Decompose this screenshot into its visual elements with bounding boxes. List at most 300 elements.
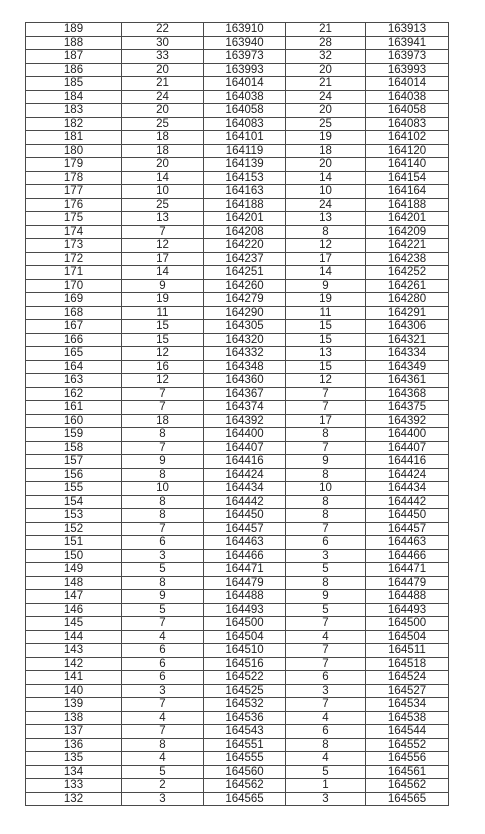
count-a-cell: 4 (122, 630, 204, 644)
count-a-cell: 12 (122, 239, 204, 253)
count-b-cell: 17 (286, 414, 366, 428)
score-cell: 170 (26, 279, 122, 293)
count-b-cell: 13 (286, 212, 366, 226)
table-row (26, 90, 449, 104)
cumulative-b-cell: 164463 (366, 536, 449, 550)
count-b-cell: 8 (286, 495, 366, 509)
cumulative-b-cell: 164434 (366, 482, 449, 496)
count-a-cell: 12 (122, 374, 204, 388)
score-cell: 148 (26, 576, 122, 590)
count-a-cell: 10 (122, 482, 204, 496)
score-cell: 162 (26, 387, 122, 401)
count-b-cell: 24 (286, 90, 366, 104)
table-row (26, 563, 449, 577)
cumulative-a-cell: 164466 (204, 549, 286, 563)
cumulative-a-cell: 164083 (204, 117, 286, 131)
cumulative-a-cell: 164442 (204, 495, 286, 509)
cumulative-b-cell: 164392 (366, 414, 449, 428)
score-cell: 151 (26, 536, 122, 550)
cumulative-a-cell: 164237 (204, 252, 286, 266)
count-b-cell: 12 (286, 374, 366, 388)
table-row (26, 509, 449, 523)
score-cell: 159 (26, 428, 122, 442)
table-row (26, 360, 449, 374)
count-a-cell: 13 (122, 212, 204, 226)
count-b-cell: 15 (286, 333, 366, 347)
count-b-cell: 9 (286, 279, 366, 293)
score-cell: 134 (26, 765, 122, 779)
score-cell: 154 (26, 495, 122, 509)
cumulative-b-cell: 164424 (366, 468, 449, 482)
cumulative-b-cell: 164375 (366, 401, 449, 415)
cumulative-b-cell: 164504 (366, 630, 449, 644)
score-cell: 165 (26, 347, 122, 361)
table-row (26, 63, 449, 77)
table-row (26, 792, 449, 806)
table-row (26, 603, 449, 617)
count-a-cell: 24 (122, 90, 204, 104)
count-b-cell: 6 (286, 725, 366, 739)
cumulative-b-cell: 163941 (366, 36, 449, 50)
count-a-cell: 3 (122, 549, 204, 563)
table-row (26, 536, 449, 550)
cumulative-a-cell: 164555 (204, 752, 286, 766)
count-b-cell: 25 (286, 117, 366, 131)
score-cell: 179 (26, 158, 122, 172)
cumulative-b-cell: 164488 (366, 590, 449, 604)
count-b-cell: 3 (286, 684, 366, 698)
cumulative-b-cell: 163913 (366, 23, 449, 37)
table-row (26, 630, 449, 644)
cumulative-b-cell: 164083 (366, 117, 449, 131)
cumulative-a-cell: 164320 (204, 333, 286, 347)
table-row (26, 522, 449, 536)
cumulative-a-cell: 163940 (204, 36, 286, 50)
table-row (26, 617, 449, 631)
cumulative-a-cell: 164457 (204, 522, 286, 536)
cumulative-b-cell: 164291 (366, 306, 449, 320)
cumulative-b-cell: 164221 (366, 239, 449, 253)
table-row (26, 185, 449, 199)
count-a-cell: 2 (122, 779, 204, 793)
score-cell: 188 (26, 36, 122, 50)
count-b-cell: 19 (286, 131, 366, 145)
count-a-cell: 11 (122, 306, 204, 320)
cumulative-b-cell: 164400 (366, 428, 449, 442)
count-b-cell: 5 (286, 603, 366, 617)
count-b-cell: 8 (286, 428, 366, 442)
cumulative-b-cell: 164442 (366, 495, 449, 509)
count-b-cell: 15 (286, 320, 366, 334)
score-cell: 135 (26, 752, 122, 766)
cumulative-a-cell: 164348 (204, 360, 286, 374)
count-b-cell: 7 (286, 387, 366, 401)
count-a-cell: 5 (122, 603, 204, 617)
cumulative-b-cell: 164457 (366, 522, 449, 536)
score-cell: 140 (26, 684, 122, 698)
cumulative-b-cell: 164450 (366, 509, 449, 523)
count-b-cell: 20 (286, 158, 366, 172)
score-cell: 141 (26, 671, 122, 685)
cumulative-a-cell: 164251 (204, 266, 286, 280)
count-a-cell: 7 (122, 401, 204, 415)
cumulative-a-cell: 164504 (204, 630, 286, 644)
table-row (26, 455, 449, 469)
cumulative-b-cell: 164511 (366, 644, 449, 658)
score-cell: 145 (26, 617, 122, 631)
cumulative-a-cell: 164416 (204, 455, 286, 469)
cumulative-b-cell: 164058 (366, 104, 449, 118)
table-row (26, 36, 449, 50)
cumulative-a-cell: 164058 (204, 104, 286, 118)
cumulative-b-cell: 164102 (366, 131, 449, 145)
table-row (26, 752, 449, 766)
cumulative-b-cell: 164416 (366, 455, 449, 469)
cumulative-b-cell: 164120 (366, 144, 449, 158)
table-row (26, 198, 449, 212)
table-row (26, 23, 449, 37)
count-a-cell: 8 (122, 509, 204, 523)
count-b-cell: 14 (286, 171, 366, 185)
table-row (26, 266, 449, 280)
cumulative-a-cell: 164551 (204, 738, 286, 752)
count-b-cell: 1 (286, 779, 366, 793)
score-cell: 171 (26, 266, 122, 280)
score-cell: 156 (26, 468, 122, 482)
score-cell: 176 (26, 198, 122, 212)
table-row (26, 414, 449, 428)
cumulative-a-cell: 164471 (204, 563, 286, 577)
cumulative-a-cell: 164201 (204, 212, 286, 226)
cumulative-a-cell: 164279 (204, 293, 286, 307)
count-b-cell: 32 (286, 50, 366, 64)
count-a-cell: 15 (122, 320, 204, 334)
score-cell: 146 (26, 603, 122, 617)
cumulative-a-cell: 164424 (204, 468, 286, 482)
cumulative-b-cell: 164407 (366, 441, 449, 455)
table-row (26, 50, 449, 64)
count-a-cell: 22 (122, 23, 204, 37)
table-row (26, 279, 449, 293)
count-a-cell: 21 (122, 77, 204, 91)
count-a-cell: 7 (122, 441, 204, 455)
count-b-cell: 28 (286, 36, 366, 50)
score-cell: 133 (26, 779, 122, 793)
cumulative-a-cell: 164220 (204, 239, 286, 253)
cumulative-b-cell: 163973 (366, 50, 449, 64)
table-row (26, 644, 449, 658)
table-row (26, 171, 449, 185)
cumulative-a-cell: 164479 (204, 576, 286, 590)
score-cell: 136 (26, 738, 122, 752)
count-a-cell: 15 (122, 333, 204, 347)
table-row (26, 711, 449, 725)
cumulative-b-cell: 164252 (366, 266, 449, 280)
count-b-cell: 6 (286, 536, 366, 550)
cumulative-b-cell: 164493 (366, 603, 449, 617)
count-a-cell: 7 (122, 725, 204, 739)
score-cell: 187 (26, 50, 122, 64)
cumulative-b-cell: 164500 (366, 617, 449, 631)
count-a-cell: 8 (122, 738, 204, 752)
count-a-cell: 7 (122, 522, 204, 536)
cumulative-a-cell: 164522 (204, 671, 286, 685)
table-row (26, 77, 449, 91)
score-cell: 147 (26, 590, 122, 604)
count-b-cell: 13 (286, 347, 366, 361)
count-a-cell: 8 (122, 576, 204, 590)
cumulative-a-cell: 164543 (204, 725, 286, 739)
count-b-cell: 17 (286, 252, 366, 266)
count-b-cell: 3 (286, 792, 366, 806)
table-row (26, 738, 449, 752)
table-row (26, 671, 449, 685)
count-a-cell: 6 (122, 671, 204, 685)
count-a-cell: 20 (122, 63, 204, 77)
count-b-cell: 7 (286, 522, 366, 536)
score-cell: 177 (26, 185, 122, 199)
cumulative-a-cell: 164434 (204, 482, 286, 496)
count-b-cell: 5 (286, 563, 366, 577)
cumulative-b-cell: 164140 (366, 158, 449, 172)
table-row (26, 657, 449, 671)
cumulative-b-cell: 164014 (366, 77, 449, 91)
table-row (26, 468, 449, 482)
cumulative-b-cell: 164561 (366, 765, 449, 779)
count-b-cell: 21 (286, 23, 366, 37)
table-row (26, 482, 449, 496)
score-cell: 181 (26, 131, 122, 145)
count-a-cell: 16 (122, 360, 204, 374)
table-row (26, 495, 449, 509)
count-a-cell: 7 (122, 617, 204, 631)
score-cell: 139 (26, 698, 122, 712)
score-table (25, 22, 449, 806)
score-cell: 164 (26, 360, 122, 374)
count-b-cell: 20 (286, 104, 366, 118)
cumulative-a-cell: 164153 (204, 171, 286, 185)
cumulative-a-cell: 164305 (204, 320, 286, 334)
score-cell: 149 (26, 563, 122, 577)
table-row (26, 725, 449, 739)
cumulative-a-cell: 164374 (204, 401, 286, 415)
table-row (26, 347, 449, 361)
cumulative-b-cell: 164538 (366, 711, 449, 725)
count-b-cell: 8 (286, 738, 366, 752)
count-b-cell: 21 (286, 77, 366, 91)
score-cell: 182 (26, 117, 122, 131)
score-cell: 167 (26, 320, 122, 334)
count-b-cell: 7 (286, 657, 366, 671)
count-b-cell: 24 (286, 198, 366, 212)
count-a-cell: 3 (122, 684, 204, 698)
table-row (26, 131, 449, 145)
cumulative-a-cell: 164560 (204, 765, 286, 779)
count-a-cell: 9 (122, 590, 204, 604)
score-cell: 155 (26, 482, 122, 496)
table-row (26, 549, 449, 563)
count-a-cell: 10 (122, 185, 204, 199)
table-row (26, 104, 449, 118)
count-a-cell: 12 (122, 347, 204, 361)
count-a-cell: 9 (122, 455, 204, 469)
score-cell: 152 (26, 522, 122, 536)
cumulative-b-cell: 164527 (366, 684, 449, 698)
count-b-cell: 7 (286, 401, 366, 415)
cumulative-a-cell: 164101 (204, 131, 286, 145)
score-cell: 137 (26, 725, 122, 739)
count-b-cell: 8 (286, 509, 366, 523)
count-b-cell: 4 (286, 630, 366, 644)
count-a-cell: 8 (122, 495, 204, 509)
score-cell: 184 (26, 90, 122, 104)
table-row (26, 698, 449, 712)
count-b-cell: 8 (286, 468, 366, 482)
cumulative-a-cell: 164332 (204, 347, 286, 361)
cumulative-a-cell: 164516 (204, 657, 286, 671)
count-a-cell: 19 (122, 293, 204, 307)
count-b-cell: 11 (286, 306, 366, 320)
count-a-cell: 14 (122, 266, 204, 280)
cumulative-b-cell: 164518 (366, 657, 449, 671)
count-b-cell: 20 (286, 63, 366, 77)
table-row (26, 117, 449, 131)
score-cell: 168 (26, 306, 122, 320)
score-cell: 153 (26, 509, 122, 523)
cumulative-a-cell: 164536 (204, 711, 286, 725)
table-row (26, 158, 449, 172)
count-a-cell: 6 (122, 536, 204, 550)
count-b-cell: 19 (286, 293, 366, 307)
count-a-cell: 14 (122, 171, 204, 185)
cumulative-a-cell: 164488 (204, 590, 286, 604)
count-a-cell: 6 (122, 657, 204, 671)
count-a-cell: 18 (122, 414, 204, 428)
score-cell: 175 (26, 212, 122, 226)
count-b-cell: 7 (286, 698, 366, 712)
count-b-cell: 4 (286, 711, 366, 725)
cumulative-b-cell: 164261 (366, 279, 449, 293)
score-cell: 172 (26, 252, 122, 266)
cumulative-a-cell: 164532 (204, 698, 286, 712)
score-cell: 157 (26, 455, 122, 469)
cumulative-a-cell: 164014 (204, 77, 286, 91)
cumulative-b-cell: 164466 (366, 549, 449, 563)
cumulative-b-cell: 164321 (366, 333, 449, 347)
cumulative-b-cell: 164552 (366, 738, 449, 752)
cumulative-b-cell: 164534 (366, 698, 449, 712)
count-b-cell: 15 (286, 360, 366, 374)
cumulative-b-cell: 164544 (366, 725, 449, 739)
cumulative-a-cell: 164493 (204, 603, 286, 617)
cumulative-a-cell: 163973 (204, 50, 286, 64)
score-cell: 166 (26, 333, 122, 347)
score-cell: 138 (26, 711, 122, 725)
score-cell: 144 (26, 630, 122, 644)
cumulative-a-cell: 164392 (204, 414, 286, 428)
cumulative-b-cell: 163993 (366, 63, 449, 77)
cumulative-b-cell: 164038 (366, 90, 449, 104)
cumulative-a-cell: 164407 (204, 441, 286, 455)
table-row (26, 387, 449, 401)
count-a-cell: 18 (122, 144, 204, 158)
count-a-cell: 4 (122, 752, 204, 766)
table-row (26, 684, 449, 698)
score-cell: 132 (26, 792, 122, 806)
count-b-cell: 10 (286, 185, 366, 199)
table-row (26, 374, 449, 388)
score-cell: 173 (26, 239, 122, 253)
table-row (26, 428, 449, 442)
cumulative-b-cell: 164164 (366, 185, 449, 199)
table-row (26, 765, 449, 779)
score-cell: 161 (26, 401, 122, 415)
count-a-cell: 7 (122, 698, 204, 712)
cumulative-b-cell: 164361 (366, 374, 449, 388)
score-cell: 180 (26, 144, 122, 158)
score-cell: 143 (26, 644, 122, 658)
cumulative-a-cell: 164510 (204, 644, 286, 658)
count-b-cell: 5 (286, 765, 366, 779)
score-cell: 183 (26, 104, 122, 118)
cumulative-a-cell: 164163 (204, 185, 286, 199)
cumulative-b-cell: 164479 (366, 576, 449, 590)
count-a-cell: 25 (122, 198, 204, 212)
score-cell: 174 (26, 225, 122, 239)
cumulative-b-cell: 164334 (366, 347, 449, 361)
count-b-cell: 3 (286, 549, 366, 563)
score-cell: 142 (26, 657, 122, 671)
cumulative-b-cell: 164201 (366, 212, 449, 226)
cumulative-a-cell: 164525 (204, 684, 286, 698)
table-row (26, 252, 449, 266)
table-row (26, 225, 449, 239)
count-a-cell: 30 (122, 36, 204, 50)
score-cell: 160 (26, 414, 122, 428)
count-b-cell: 7 (286, 617, 366, 631)
score-cell: 163 (26, 374, 122, 388)
count-b-cell: 8 (286, 225, 366, 239)
score-cell: 178 (26, 171, 122, 185)
score-cell: 169 (26, 293, 122, 307)
cumulative-a-cell: 164260 (204, 279, 286, 293)
table-row (26, 401, 449, 415)
count-b-cell: 6 (286, 671, 366, 685)
count-b-cell: 4 (286, 752, 366, 766)
count-b-cell: 18 (286, 144, 366, 158)
cumulative-a-cell: 164139 (204, 158, 286, 172)
table-row (26, 306, 449, 320)
count-b-cell: 8 (286, 576, 366, 590)
cumulative-b-cell: 164154 (366, 171, 449, 185)
table-row (26, 779, 449, 793)
cumulative-b-cell: 164349 (366, 360, 449, 374)
cumulative-a-cell: 164450 (204, 509, 286, 523)
table-row (26, 320, 449, 334)
count-a-cell: 8 (122, 428, 204, 442)
cumulative-a-cell: 164188 (204, 198, 286, 212)
cumulative-b-cell: 164368 (366, 387, 449, 401)
table-row (26, 144, 449, 158)
table-row (26, 590, 449, 604)
cumulative-b-cell: 164524 (366, 671, 449, 685)
score-cell: 185 (26, 77, 122, 91)
count-a-cell: 3 (122, 792, 204, 806)
cumulative-b-cell: 164188 (366, 198, 449, 212)
score-cell: 189 (26, 23, 122, 37)
count-b-cell: 7 (286, 441, 366, 455)
count-a-cell: 5 (122, 563, 204, 577)
